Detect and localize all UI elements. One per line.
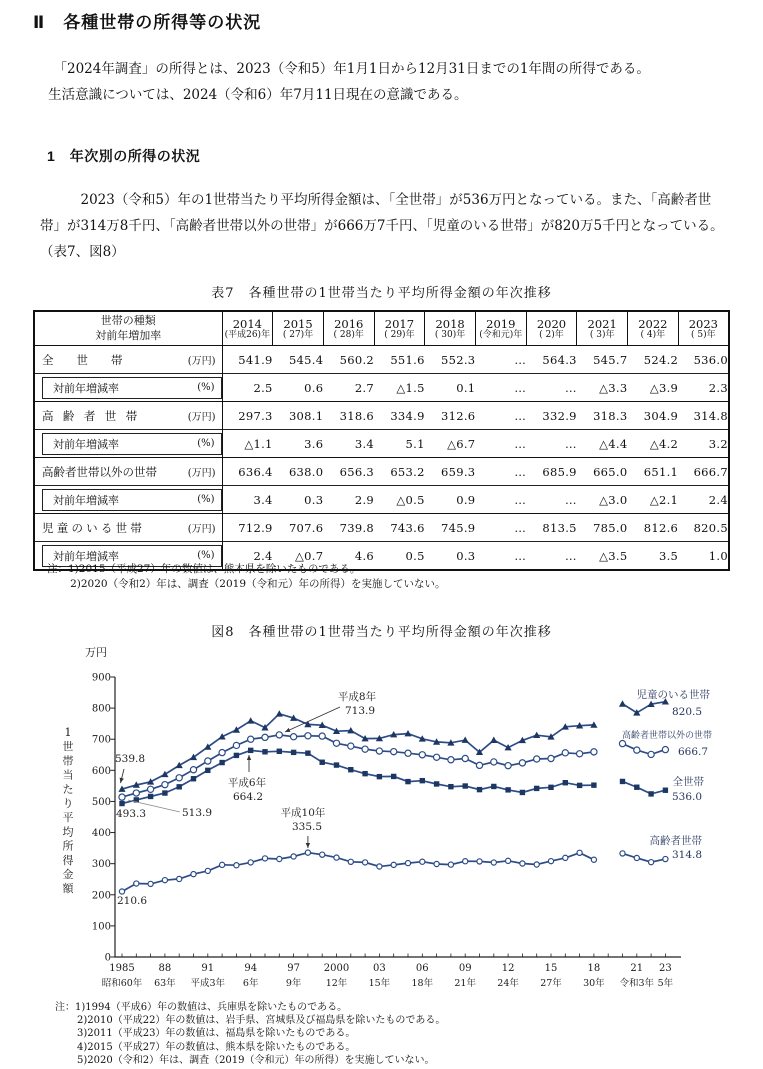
svg-text:27年: 27年 [540, 978, 562, 989]
table-row [34, 514, 729, 542]
svg-text:帯: 帯 [62, 754, 74, 768]
table-cell: 536.0 [678, 346, 729, 374]
row-label: 対前年増減率 (%) [34, 486, 222, 514]
svg-text:1: 1 [64, 726, 72, 739]
svg-text:万円: 万円 [85, 646, 107, 659]
table-cell: 665.0 [577, 458, 628, 486]
svg-text:平成8年: 平成8年 [337, 691, 377, 703]
note-line: 注：1)1994（平成6）年の数値は、兵庫県を除いたものである。 [55, 1002, 348, 1013]
table-cell: … [475, 346, 526, 374]
table-header-label: 世帯の種類 対前年増加率 [34, 311, 222, 346]
table-cell: 2.3 [678, 374, 729, 402]
note-line: 5)2020（令和2）年は、調査（2019（令和元）年の所得）を実施していない。 [77, 1054, 435, 1066]
table-row [34, 374, 729, 402]
table-cell: 659.3 [425, 458, 476, 486]
table-cell: 2.7 [323, 374, 374, 402]
row-label: 対前年増減率 (%) [34, 374, 222, 402]
table-cell: 318.3 [577, 402, 628, 430]
table-cell: … [526, 374, 577, 402]
svg-text:2000: 2000 [323, 963, 350, 974]
table7-title: 表7 各種世帯の1世帯当たり平均所得金額の年次推移 [211, 286, 552, 301]
svg-text:94: 94 [244, 963, 258, 974]
table-cell: △1.1 [222, 430, 273, 458]
table-cell: 318.6 [323, 402, 374, 430]
table-cell: 2.4 [222, 542, 273, 571]
section-1-body: 2023（令和5）年の1世帯当たり平均所得金額は、「全世帯」が536万円となっている。また、「高齢者世帯」が314万8千円、「高齢者世帯以外の世帯」が666万7千円、「児童のいる世帯」が820万5千円となっている。（表7、図8） [40, 192, 724, 260]
table-cell: △1.5 [374, 374, 425, 402]
table-row [34, 430, 729, 458]
svg-text:97: 97 [287, 963, 300, 974]
row-label: 対前年増減率 (%) [34, 430, 222, 458]
svg-text:児童のいる世帯: 児童のいる世帯 [636, 689, 710, 701]
table-cell: △4.4 [577, 430, 628, 458]
table-cell: △3.0 [577, 486, 628, 514]
table-cell: 552.3 [425, 346, 476, 374]
table-cell: 739.8 [323, 514, 374, 542]
table7-table [33, 310, 730, 571]
svg-text:高齢者世帯以外の世帯: 高齢者世帯以外の世帯 [621, 731, 712, 741]
table-year-header: 2020 ( 2)年 [526, 311, 577, 346]
table-cell: … [526, 486, 577, 514]
table-cell: 712.9 [222, 514, 273, 542]
table-cell: 653.2 [374, 458, 425, 486]
note-line: 注：1)2015（平成27）年の数値は、熊本県を除いたものである。 [47, 563, 361, 575]
table-cell: 3.4 [323, 430, 374, 458]
table-cell: 5.1 [374, 430, 425, 458]
svg-text:200: 200 [91, 890, 111, 902]
table-cell: 551.6 [374, 346, 425, 374]
line-chart-svg [0, 640, 763, 1000]
svg-text:高齢者世帯: 高齢者世帯 [649, 835, 702, 847]
table-cell: 656.3 [323, 458, 374, 486]
table-cell: … [475, 458, 526, 486]
table-cell: 314.8 [678, 402, 729, 430]
table-cell: 564.3 [526, 346, 577, 374]
table-cell: 636.4 [222, 458, 273, 486]
svg-text:600: 600 [91, 765, 111, 777]
svg-text:全世帯: 全世帯 [672, 776, 704, 788]
note-line: 2)2010（平成22）年の数値は、岩手県、宮城県及び福島県を除いたものである。 [77, 1015, 446, 1027]
table-cell: … [475, 514, 526, 542]
svg-text:平成6年: 平成6年 [227, 777, 267, 789]
row-label: 対前年増減率 (%) [34, 542, 222, 571]
svg-text:0: 0 [104, 952, 111, 964]
table-cell: 651.1 [628, 458, 679, 486]
svg-text:664.2: 664.2 [232, 791, 264, 803]
svg-text:令和3年: 令和3年 [619, 978, 655, 989]
svg-text:5年: 5年 [657, 978, 674, 989]
svg-text:所: 所 [62, 839, 74, 853]
intro-paragraphs [40, 57, 726, 109]
svg-text:昭和60年: 昭和60年 [101, 978, 143, 989]
table-cell: 820.5 [678, 514, 729, 542]
table-cell: 308.1 [273, 402, 324, 430]
table-year-header: 2023 ( 5)年 [678, 311, 729, 346]
svg-text:均: 均 [62, 825, 74, 839]
table-cell: △6.7 [425, 430, 476, 458]
table-cell: … [475, 486, 526, 514]
svg-text:88: 88 [158, 963, 172, 974]
table-cell: 685.9 [526, 458, 577, 486]
table-cell: … [526, 430, 577, 458]
table-row [34, 458, 729, 486]
svg-text:400: 400 [91, 828, 111, 840]
note-line: 3)2011（平成23）年の数値は、福島県を除いたものである。 [77, 1028, 356, 1040]
svg-text:666.7: 666.7 [678, 746, 709, 758]
table-cell: 3.2 [678, 430, 729, 458]
svg-text:09: 09 [458, 963, 472, 974]
table-cell: … [526, 542, 577, 571]
table-cell: 545.4 [273, 346, 324, 374]
table-year-header: 2017 ( 29)年 [374, 311, 425, 346]
row-label: 高齢者世帯 (万円) [34, 402, 222, 430]
table7-notes [47, 562, 446, 592]
svg-text:06: 06 [415, 963, 429, 974]
table-cell: 3.4 [222, 486, 273, 514]
table-row [34, 486, 729, 514]
table-cell: △3.9 [628, 374, 679, 402]
table-year-header: 2014 (平成26)年 [222, 311, 273, 346]
table-cell: … [475, 374, 526, 402]
table-cell: 0.3 [425, 542, 476, 571]
table-cell: 312.6 [425, 402, 476, 430]
table-cell: 0.6 [273, 374, 324, 402]
table-cell: △3.5 [577, 542, 628, 571]
table-year-header: 2019 (令和元)年 [475, 311, 526, 346]
svg-text:30年: 30年 [583, 978, 605, 989]
table-cell: 785.0 [577, 514, 628, 542]
table-year-header: 2015 ( 27)年 [273, 311, 324, 346]
svg-text:平成10年: 平成10年 [280, 807, 326, 819]
svg-text:713.9: 713.9 [344, 705, 376, 717]
table-cell: △4.2 [628, 430, 679, 458]
table-cell: 0.9 [425, 486, 476, 514]
svg-text:335.5: 335.5 [291, 821, 323, 833]
svg-text:493.3: 493.3 [115, 808, 147, 820]
svg-text:500: 500 [91, 796, 111, 808]
svg-text:24年: 24年 [497, 978, 519, 989]
svg-text:513.9: 513.9 [181, 807, 213, 819]
table-cell: 304.9 [628, 402, 679, 430]
table-cell: 332.9 [526, 402, 577, 430]
table-cell: 813.5 [526, 514, 577, 542]
svg-text:当: 当 [62, 768, 74, 782]
table-cell: 2.5 [222, 374, 273, 402]
svg-text:額: 額 [62, 882, 74, 896]
svg-text:金: 金 [62, 868, 74, 881]
table-cell: 0.5 [374, 542, 425, 571]
table-year-header: 2021 ( 3)年 [577, 311, 628, 346]
table-cell: … [475, 542, 526, 571]
svg-text:1985: 1985 [109, 963, 135, 974]
svg-text:り: り [62, 797, 74, 810]
row-label: 高齢者世帯以外の世帯 (万円) [34, 458, 222, 486]
table-row [34, 346, 729, 374]
row-label: 全世帯 (万円) [34, 346, 222, 374]
table-cell: △0.7 [273, 542, 324, 571]
table-cell: 812.6 [628, 514, 679, 542]
figure8-notes [55, 1001, 445, 1067]
svg-text:15年: 15年 [368, 978, 391, 989]
svg-text:18年: 18年 [411, 978, 434, 989]
intro-paragraph-2: 生活意識については、2024（令和6）年7月11日現在の意識である。 [48, 86, 468, 103]
svg-text:18: 18 [587, 963, 601, 974]
table-year-header: 2018 ( 30)年 [425, 311, 476, 346]
table-year-header: 2022 ( 4)年 [628, 311, 679, 346]
table-cell: 0.3 [273, 486, 324, 514]
table-cell: 560.2 [323, 346, 374, 374]
table-cell: 3.6 [273, 430, 324, 458]
figure8-title: 図8 各種世帯の1世帯当たり平均所得金額の年次推移 [211, 625, 552, 640]
section-1-heading: 1 年次別の所得の状況 [47, 148, 201, 164]
svg-text:9年: 9年 [285, 978, 302, 989]
note-line: 2)2020（令和2）年は、調査（2019（令和元）年の所得）を実施していない。 [70, 578, 446, 591]
svg-text:900: 900 [91, 672, 111, 684]
row-label: 児童のいる世帯 (万円) [34, 514, 222, 542]
page-title: Ⅱ 各種世帯の所得等の状況 [33, 13, 262, 32]
table-cell: 524.2 [628, 346, 679, 374]
svg-text:539.8: 539.8 [114, 753, 146, 765]
svg-text:700: 700 [91, 734, 111, 746]
table-cell: … [475, 430, 526, 458]
table-cell: 707.6 [273, 514, 324, 542]
svg-text:平成3年: 平成3年 [190, 978, 226, 989]
table-cell: … [475, 402, 526, 430]
table-cell: 545.7 [577, 346, 628, 374]
table-cell: 2.4 [678, 486, 729, 514]
svg-text:12: 12 [501, 963, 515, 974]
table-cell: 666.7 [678, 458, 729, 486]
table-cell: 334.9 [374, 402, 425, 430]
svg-text:536.0: 536.0 [672, 791, 703, 803]
svg-text:314.8: 314.8 [672, 849, 703, 861]
note-line: 4)2015（平成27）年の数値は、熊本県を除いたものである。 [77, 1041, 356, 1053]
table-cell: △2.1 [628, 486, 679, 514]
table-cell: 3.5 [628, 542, 679, 571]
table-cell: 743.6 [374, 514, 425, 542]
svg-text:23: 23 [659, 963, 672, 974]
svg-text:300: 300 [91, 859, 111, 871]
table-cell: 745.9 [425, 514, 476, 542]
table-cell: △0.5 [374, 486, 425, 514]
svg-text:世: 世 [62, 740, 74, 754]
svg-text:た: た [62, 782, 74, 796]
table-row [34, 402, 729, 430]
figure8-chart [0, 640, 763, 1000]
svg-text:100: 100 [91, 921, 111, 933]
table-cell: 2.9 [323, 486, 374, 514]
svg-text:6年: 6年 [242, 978, 259, 989]
table-header-row [34, 311, 729, 346]
svg-text:21: 21 [630, 963, 644, 974]
svg-text:210.6: 210.6 [116, 895, 148, 907]
svg-text:得: 得 [62, 853, 74, 867]
intro-paragraph-1: 「2024年調査」の所得とは、2023（令和5）年1月1日から12月31日までの1年間の所得である。 [53, 61, 650, 77]
svg-text:15: 15 [544, 963, 558, 974]
table-cell: 638.0 [273, 458, 324, 486]
table-cell: 4.6 [323, 542, 374, 571]
svg-text:820.5: 820.5 [672, 706, 703, 718]
table-cell: 0.1 [425, 374, 476, 402]
table-cell: △3.3 [577, 374, 628, 402]
svg-text:800: 800 [91, 703, 111, 715]
svg-text:21年: 21年 [454, 978, 476, 989]
table-cell: 297.3 [222, 402, 273, 430]
table-year-header: 2016 ( 28)年 [323, 311, 374, 346]
svg-text:12年: 12年 [325, 978, 348, 989]
svg-text:91: 91 [201, 963, 215, 974]
svg-text:63年: 63年 [154, 978, 176, 989]
table-cell: 1.0 [678, 542, 729, 571]
svg-text:03: 03 [373, 963, 386, 974]
table-cell: 541.9 [222, 346, 273, 374]
svg-text:平: 平 [62, 811, 74, 825]
